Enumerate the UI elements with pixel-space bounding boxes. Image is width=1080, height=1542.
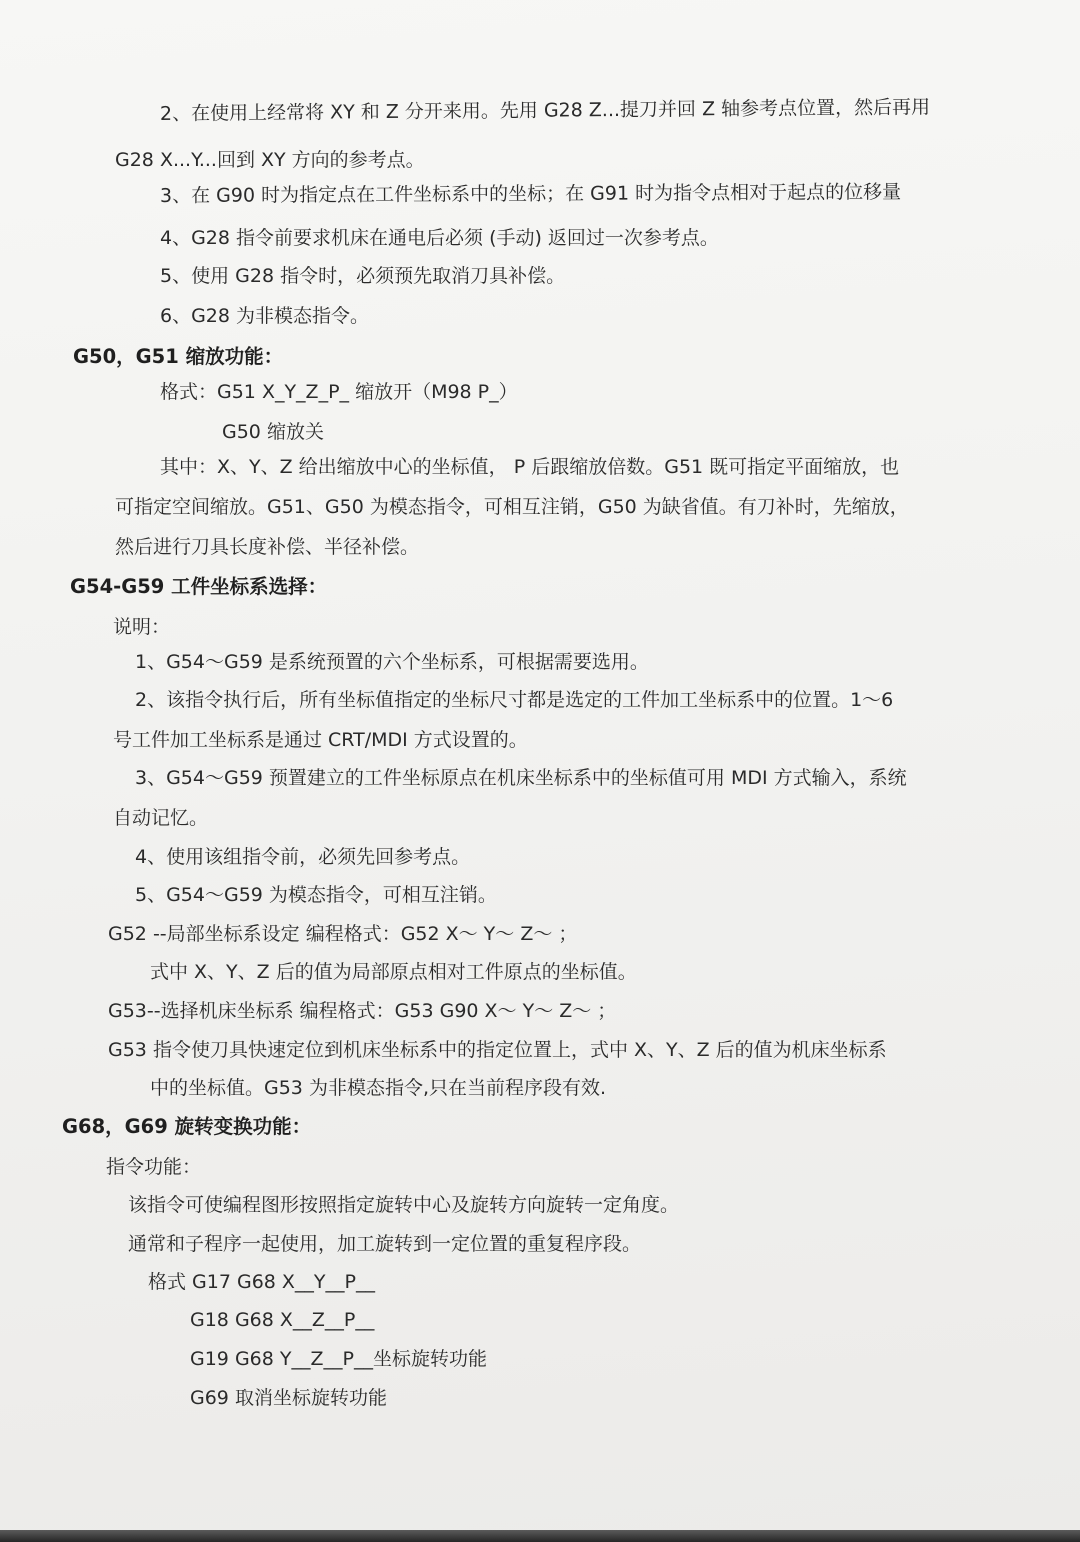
g68-format-g18: G18 G68 X__Z__P__ xyxy=(190,1309,375,1331)
g28-note-6: 6、G28 为非模态指令。 xyxy=(160,305,370,327)
g54-g59-item-4: 4、使用该组指令前，必须先回参考点。 xyxy=(135,846,471,868)
g54-g59-item-2-line2: 号工件加工坐标系是通过 CRT/MDI 方式设置的。 xyxy=(113,729,528,751)
g52-desc: 式中 X、Y、Z 后的值为局部原点相对工件原点的坐标值。 xyxy=(150,961,637,983)
g68-format-g17: 格式 G17 G68 X__Y__P__ xyxy=(148,1271,375,1293)
g69-cancel: G69 取消坐标旋转功能 xyxy=(190,1387,387,1409)
g28-note-2-line2: G28 X...Y...回到 XY 方向的参考点。 xyxy=(115,149,425,171)
g50-g51-desc-line3: 然后进行刀具长度补偿、半径补偿。 xyxy=(115,536,420,558)
g54-g59-item-2-line1: 2、该指令执行后，所有坐标值指定的坐标尺寸都是选定的工件加工坐标系中的位置。1～6 xyxy=(135,689,894,711)
g54-g59-explain-label: 说明： xyxy=(113,616,171,638)
g68-g69-heading: G68，G69 旋转变换功能： xyxy=(62,1115,312,1138)
g68-desc-line2: 通常和子程序一起使用，加工旋转到一定位置的重复程序段。 xyxy=(128,1233,642,1255)
g54-g59-item-3-line2: 自动记忆。 xyxy=(113,807,209,829)
g50-g51-desc-line2: 可指定空间缩放。G51、G50 为模态指令，可相互注销，G50 为缺省值。有刀补时，先缩放， xyxy=(115,496,909,518)
g54-g59-item-5: 5、G54～G59 为模态指令，可相互注销。 xyxy=(135,884,497,906)
g54-g59-item-1: 1、G54～G59 是系统预置的六个坐标系，可根据需要选用。 xyxy=(135,651,649,673)
g28-note-5: 5、使用 G28 指令时，必须预先取消刀具补偿。 xyxy=(160,265,566,287)
g54-g59-item-3-line1: 3、G54～G59 预置建立的工件坐标原点在机床坐标系中的坐标值可用 MDI 方式输入，系统 xyxy=(135,767,907,789)
g50-g51-desc-line1: 其中：X、Y、Z 给出缩放中心的坐标值， P 后跟缩放倍数。G51 既可指定平面缩放，也 xyxy=(160,456,900,478)
g28-note-2-line1: 2、在使用上经常将 XY 和 Z 分开来用。先用 G28 Z...提刀并回 Z 轴参考点位置，然后再用 xyxy=(159,96,931,125)
g68-function-label: 指令功能： xyxy=(106,1156,202,1178)
g68-format-g19: G19 G68 Y__Z__P__坐标旋转功能 xyxy=(190,1348,487,1370)
g53-desc-line2: 中的坐标值。G53 为非模态指令,只在当前程序段有效. xyxy=(150,1077,607,1099)
g51-format: 格式：G51 X_Y_Z_P_ 缩放开（M98 P_） xyxy=(160,381,518,403)
g52-line: G52 --局部坐标系设定 编程格式：G52 X～ Y～ Z～ ； xyxy=(108,923,578,945)
g50-off: G50 缩放关 xyxy=(222,421,324,443)
g68-desc-line1: 该指令可使编程图形按照指定旋转中心及旋转方向旋转一定角度。 xyxy=(128,1194,680,1216)
g53-desc-line1: G53 指令使刀具快速定位到机床坐标系中的指定位置上，式中 X、Y、Z 后的值为机床坐标系 xyxy=(108,1039,887,1061)
page-bottom-edge xyxy=(0,1530,1080,1542)
g53-line: G53--选择机床坐标系 编程格式：G53 G90 X～ Y～ Z～ ； xyxy=(108,1000,617,1022)
g28-note-3: 3、在 G90 时为指定点在工件坐标系中的坐标；在 G91 时为指令点相对于起点的位移量 xyxy=(159,181,902,207)
g54-g59-heading: G54-G59 工件坐标系选择： xyxy=(70,575,328,598)
g28-note-4: 4、G28 指令前要求机床在通电后必须 (手动) 返回过一次参考点。 xyxy=(160,227,719,249)
g50-g51-heading: G50，G51 缩放功能： xyxy=(73,345,284,368)
